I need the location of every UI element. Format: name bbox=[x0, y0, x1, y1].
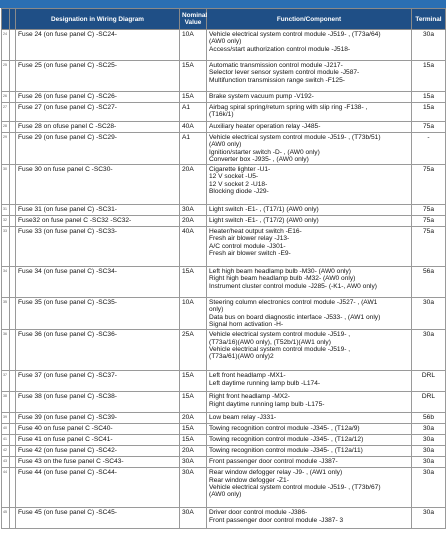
nominal-value-cell: A1 bbox=[180, 133, 207, 165]
function-cell bbox=[207, 92, 412, 103]
row-number: 39 bbox=[2, 413, 10, 424]
terminal-cell: 30a bbox=[412, 298, 446, 330]
function-line: Left front headlamp -MX1- bbox=[209, 372, 286, 380]
header-designation: Designation in Wiring Diagram bbox=[16, 9, 180, 30]
designation-cell: Fuse 38 (on fuse panel C) -SC38- bbox=[16, 392, 180, 413]
table-row bbox=[2, 216, 446, 227]
header-nominal: Nominal Value bbox=[180, 9, 207, 30]
function-cell bbox=[207, 392, 412, 413]
terminal-cell: 15a bbox=[412, 61, 446, 92]
terminal-cell: DRL bbox=[412, 392, 446, 413]
terminal-cell: 15a bbox=[412, 103, 446, 122]
terminal-cell: 30a bbox=[412, 508, 446, 529]
table-row bbox=[2, 267, 446, 298]
row-number: 24 bbox=[2, 30, 10, 61]
function-line: 12 V socket -U5- bbox=[209, 173, 259, 181]
terminal-cell: 75a bbox=[412, 205, 446, 216]
terminal-cell: - bbox=[412, 133, 446, 165]
row-number: 37 bbox=[2, 371, 10, 392]
function-line: Left high beam headlamp bulb -M30- (AW0 only) bbox=[209, 268, 351, 276]
row-number: 32 bbox=[2, 216, 10, 227]
function-cell bbox=[207, 330, 412, 371]
function-line: Signal horn activation -H- bbox=[209, 321, 284, 329]
designation-cell: Fuse 31 (on fuse panel C) -SC31- bbox=[16, 205, 180, 216]
row-number: 28 bbox=[2, 122, 10, 133]
row-number: 33 bbox=[2, 227, 10, 267]
table-body bbox=[2, 30, 446, 529]
terminal-cell: 30a bbox=[412, 446, 446, 457]
function-cell bbox=[207, 133, 412, 165]
terminal-cell: 30a bbox=[412, 457, 446, 468]
row-number: 31 bbox=[2, 205, 10, 216]
row-number: 43 bbox=[2, 457, 10, 468]
function-line: Access/start authorization control module -J518- bbox=[209, 45, 351, 53]
table-row bbox=[2, 457, 446, 468]
table-row bbox=[2, 330, 446, 371]
nominal-value-cell: 30A bbox=[180, 457, 207, 468]
function-line: Light switch -E1- , (T17/1) (AW0 only) bbox=[209, 206, 319, 214]
nominal-value-cell: 15A bbox=[180, 267, 207, 298]
designation-cell: Fuse 37 (on fuse panel C) -SC37- bbox=[16, 371, 180, 392]
nominal-value-cell: 40A bbox=[180, 227, 207, 267]
terminal-cell: 75a bbox=[412, 165, 446, 205]
nominal-value-cell: 20A bbox=[180, 165, 207, 205]
function-line: (AW0 only) bbox=[209, 141, 242, 149]
designation-cell: Fuse 24 (on fuse panel C) -SC24- bbox=[16, 30, 180, 61]
terminal-cell: 75a bbox=[412, 227, 446, 267]
row-number: 35 bbox=[2, 298, 10, 330]
table-row bbox=[2, 298, 446, 330]
nominal-value-cell: 15A bbox=[180, 61, 207, 92]
table-header-row bbox=[2, 9, 446, 30]
row-number: 34 bbox=[2, 267, 10, 298]
function-line: Steering column electronics control module -J527- , (AW1 bbox=[209, 299, 378, 307]
top-bar bbox=[0, 0, 446, 8]
row-number: 26 bbox=[2, 92, 10, 103]
table-row bbox=[2, 392, 446, 413]
function-line: (AW0 only) bbox=[209, 38, 242, 46]
function-cell bbox=[207, 413, 412, 424]
nominal-value-cell: 10A bbox=[180, 298, 207, 330]
function-line: Vehicle electrical system control module -J519- , bbox=[209, 331, 351, 339]
nominal-value-cell: 20A bbox=[180, 413, 207, 424]
function-cell bbox=[207, 508, 412, 529]
designation-cell: Fuse 28 on ofuse panel C -SC28- bbox=[16, 122, 180, 133]
designation-cell: Fuse 39 (on fuse panel C) -SC39- bbox=[16, 413, 180, 424]
table-row bbox=[2, 413, 446, 424]
table-row bbox=[2, 92, 446, 103]
function-line: Vehicle electrical system control module -J519- , (T73b/67) bbox=[209, 483, 381, 491]
function-cell bbox=[207, 424, 412, 435]
designation-cell: Fuse 41 on fuse panel C -SC41- bbox=[16, 435, 180, 446]
designation-cell: Fuse 26 (on fuse panel C) -SC26- bbox=[16, 92, 180, 103]
function-cell bbox=[207, 267, 412, 298]
row-number: 45 bbox=[2, 508, 10, 529]
row-number: 27 bbox=[2, 103, 10, 122]
table-row bbox=[2, 165, 446, 205]
table-row bbox=[2, 435, 446, 446]
table-row bbox=[2, 103, 446, 122]
nominal-value-cell: 15A bbox=[180, 424, 207, 435]
header-num bbox=[2, 9, 10, 30]
fuse-table bbox=[1, 8, 446, 529]
function-line: Fresh air blower switch -E9- bbox=[209, 250, 291, 258]
designation-cell: Fuse 45 (on fuse panel C) -SC45- bbox=[16, 508, 180, 529]
designation-cell: Fuse 33 (on fuse panel C) -SC33- bbox=[16, 227, 180, 267]
function-cell bbox=[207, 468, 412, 508]
function-line: Vehicle electrical system control module -J519- , (T73a/64) bbox=[209, 31, 381, 38]
function-line: only) bbox=[209, 306, 224, 314]
function-line: A/C control module -J301- bbox=[209, 242, 286, 250]
function-line: Vehicle electrical system control module -J519- , (T73b/51) bbox=[209, 134, 381, 141]
function-line: 12 V socket 2 -U18- bbox=[209, 180, 268, 188]
function-line: Right front headlamp -MX2- bbox=[209, 393, 290, 401]
function-line: Towing recognition control module -J345- , (T12a/11) bbox=[209, 447, 363, 455]
row-number: 30 bbox=[2, 165, 10, 205]
designation-cell: Fuse 29 (on fuse panel C) -SC29- bbox=[16, 133, 180, 165]
terminal-cell: 30a bbox=[412, 330, 446, 371]
designation-cell: Fuse32 on fuse panel C -SC32 -SC32- bbox=[16, 216, 180, 227]
nominal-value-cell: 15A bbox=[180, 392, 207, 413]
designation-cell: Fuse 36 (on fuse panel C) -SC36- bbox=[16, 330, 180, 371]
table-row bbox=[2, 30, 446, 61]
nominal-value-cell: 25A bbox=[180, 330, 207, 371]
nominal-value-cell: A1 bbox=[180, 103, 207, 122]
table-row bbox=[2, 424, 446, 435]
table-row bbox=[2, 133, 446, 165]
row-number: 25 bbox=[2, 61, 10, 92]
designation-cell: Fuse 44 (on fuse panel C) -SC44- bbox=[16, 468, 180, 508]
designation-cell: Fuse 27 (on fuse panel C) -SC27- bbox=[16, 103, 180, 122]
header-function: Function/Component bbox=[207, 9, 412, 30]
table-row bbox=[2, 61, 446, 92]
terminal-cell: 30a bbox=[412, 30, 446, 61]
function-cell bbox=[207, 30, 412, 61]
function-line: Auxiliary heater operation relay -J485- bbox=[209, 123, 321, 130]
nominal-value-cell: 20A bbox=[180, 446, 207, 457]
function-cell bbox=[207, 435, 412, 446]
function-line: Right high beam headlamp bulb -M32- (AW0 only) bbox=[209, 275, 356, 283]
table-row bbox=[2, 205, 446, 216]
function-line: Right daytime running lamp bulb -L175- bbox=[209, 400, 325, 408]
designation-cell: Fuse 25 (on fuse panel C) -SC25- bbox=[16, 61, 180, 92]
terminal-cell: 30a bbox=[412, 435, 446, 446]
row-number: 41 bbox=[2, 435, 10, 446]
function-line: Cigarette lighter -U1- bbox=[209, 166, 271, 174]
nominal-value-cell: 40A bbox=[180, 122, 207, 133]
function-cell bbox=[207, 61, 412, 92]
function-line: Towing recognition control module -J345- , (T12a/9) bbox=[209, 425, 360, 433]
table-row bbox=[2, 468, 446, 508]
function-cell bbox=[207, 216, 412, 227]
nominal-value-cell: 20A bbox=[180, 216, 207, 227]
function-cell bbox=[207, 165, 412, 205]
function-line: (T73a/16)(AW0 only), (T52b/1)(AW1 only) bbox=[209, 338, 331, 346]
function-line: Vehicle electrical system control module -J519- , bbox=[209, 345, 351, 353]
function-line: Multifunction transmission range switch -F125- bbox=[209, 76, 345, 84]
function-line: Driver door control module -J386- bbox=[209, 509, 308, 517]
function-cell bbox=[207, 298, 412, 330]
row-number: 42 bbox=[2, 446, 10, 457]
function-line: Towing recognition control module -J345- , (T12a/12) bbox=[209, 436, 364, 444]
function-line: Left daytime running lamp bulb -L174- bbox=[209, 379, 321, 387]
terminal-cell: 56b bbox=[412, 413, 446, 424]
function-cell bbox=[207, 457, 412, 468]
row-number: 29 bbox=[2, 133, 10, 165]
function-cell bbox=[207, 122, 412, 133]
nominal-value-cell: 15A bbox=[180, 92, 207, 103]
table-row bbox=[2, 227, 446, 267]
nominal-value-cell: 30A bbox=[180, 508, 207, 529]
terminal-cell: 30a bbox=[412, 468, 446, 508]
function-line: Rear window defogger relay -J9- , (AW1 only) bbox=[209, 469, 343, 477]
function-cell bbox=[207, 446, 412, 457]
function-cell bbox=[207, 205, 412, 216]
function-line: (T16k/1) bbox=[209, 111, 234, 119]
function-line: Light switch -E1- , (T17/2) (AW0 only) bbox=[209, 217, 319, 225]
terminal-cell: 15a bbox=[412, 92, 446, 103]
nominal-value-cell: 30A bbox=[180, 468, 207, 508]
function-line: Automatic transmission control module -J217- bbox=[209, 62, 343, 69]
terminal-cell: 30a bbox=[412, 424, 446, 435]
function-line: (T73a/61)(AW0 only)2 bbox=[209, 353, 274, 361]
function-cell bbox=[207, 371, 412, 392]
function-line: Airbag spiral spring/return spring with slip ring -F138- , bbox=[209, 104, 368, 111]
terminal-cell: 75a bbox=[412, 216, 446, 227]
function-line: (AW0 only) bbox=[209, 491, 242, 499]
function-line: Converter box -J935- , (AW0 only) bbox=[209, 155, 309, 163]
header-terminal: Terminal bbox=[412, 9, 446, 30]
designation-cell: Fuse 42 (on fuse panel C) -SC42- bbox=[16, 446, 180, 457]
function-line: Ignition/starter switch -D- , (AW0 only) bbox=[209, 148, 320, 156]
function-line: Blocking diode -J29- bbox=[209, 188, 269, 196]
designation-cell: Fuse 30 on fuse panel C -SC30- bbox=[16, 165, 180, 205]
function-line: Selector lever sensor system control module -J587- bbox=[209, 69, 360, 77]
designation-cell: Fuse 35 (on fuse panel C) -SC35- bbox=[16, 298, 180, 330]
function-line: Front passenger door control module -J387- bbox=[209, 458, 338, 466]
nominal-value-cell: 15A bbox=[180, 435, 207, 446]
row-number: 36 bbox=[2, 330, 10, 371]
function-cell bbox=[207, 103, 412, 122]
designation-cell: Fuse 40 on fuse panel C -SC40- bbox=[16, 424, 180, 435]
function-line: Heater/heat output switch -E16- bbox=[209, 228, 302, 236]
nominal-value-cell: 10A bbox=[180, 30, 207, 61]
table-row bbox=[2, 122, 446, 133]
nominal-value-cell: 30A bbox=[180, 205, 207, 216]
nominal-value-cell: 15A bbox=[180, 371, 207, 392]
row-number: 38 bbox=[2, 392, 10, 413]
table-row bbox=[2, 446, 446, 457]
table-row bbox=[2, 371, 446, 392]
terminal-cell: 75a bbox=[412, 122, 446, 133]
function-line: Instrument cluster control module -J285- (-K1-, AW0 only) bbox=[209, 282, 377, 290]
designation-cell: Fuse 43 on the fuse panel C -SC43- bbox=[16, 457, 180, 468]
row-number: 40 bbox=[2, 424, 10, 435]
function-line: Front passenger door control module -J387- 3 bbox=[209, 516, 344, 524]
function-line: Low beam relay -J331- bbox=[209, 414, 277, 422]
function-line: Brake system vacuum pump -V192- bbox=[209, 93, 314, 100]
table-row bbox=[2, 508, 446, 529]
function-cell bbox=[207, 227, 412, 267]
function-line: Rear window defogger -Z1- bbox=[209, 476, 289, 484]
designation-cell: Fuse 34 (on fuse panel C) -SC34- bbox=[16, 267, 180, 298]
terminal-cell: DRL bbox=[412, 371, 446, 392]
terminal-cell: 56a bbox=[412, 267, 446, 298]
function-line: Fresh air blower relay -J13- bbox=[209, 235, 290, 243]
function-line: Data bus on board diagnostic interface -J533- , (AW1 only) bbox=[209, 313, 381, 321]
row-number: 44 bbox=[2, 468, 10, 508]
